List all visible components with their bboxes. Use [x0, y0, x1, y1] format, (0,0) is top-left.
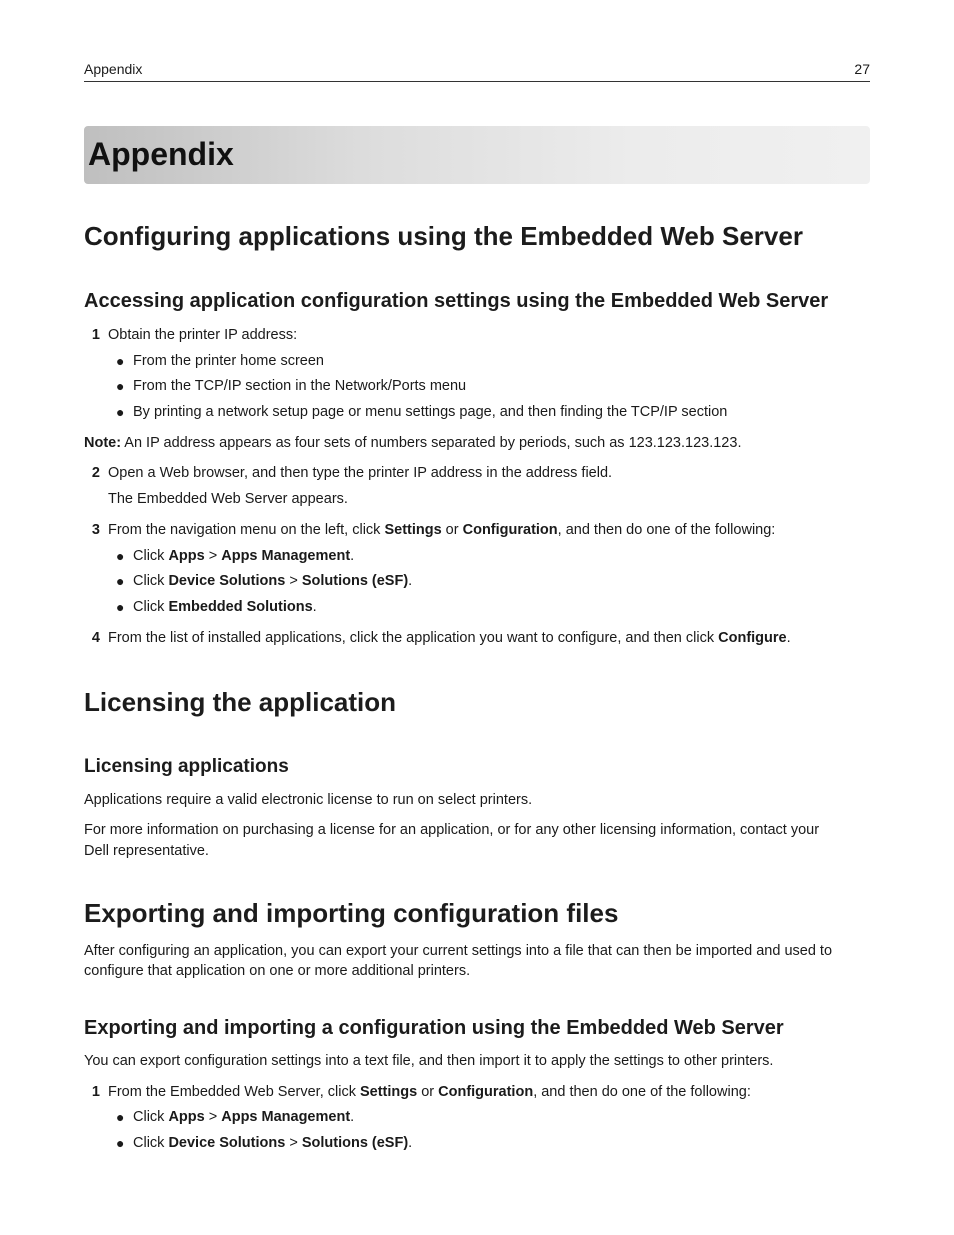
list-item: Click Apps > Apps Management.	[133, 548, 355, 564]
paragraph: configure that application on one or more additional printers.	[84, 963, 471, 979]
paragraph: For more information on purchasing a license for an application, or for any other licensing information, contact your	[84, 822, 820, 838]
list-item: Click Device Solutions > Solutions (eSF).	[133, 1135, 413, 1151]
paragraph: You can export configuration settings into a text file, and then import it to apply the settings to other printers.	[84, 1053, 774, 1069]
note-label: Note:	[84, 435, 122, 451]
section-heading-exporting: Exporting and importing configuration files	[84, 898, 619, 928]
step-text: From the navigation menu on the left, click Settings or Configuration, and then do one of the following:	[108, 522, 776, 538]
note-paragraph	[84, 433, 870, 453]
step-text: Open a Web browser, and then type the printer IP address in the address field.	[108, 465, 613, 481]
step-text: Obtain the printer IP address:	[108, 327, 298, 343]
list-item: Click Device Solutions > Solutions (eSF).	[133, 573, 413, 589]
step-number: 1	[91, 1084, 100, 1100]
step-text: From the list of installed applications, click the application you want to configure, and then click Configure.	[108, 630, 791, 646]
paragraph: Applications require a valid electronic license to run on select printers.	[84, 792, 533, 808]
section-heading-configuring: Configuring applications using the Embedded Web Server	[84, 221, 803, 251]
list-item: From the TCP/IP section in the Network/Ports menu	[133, 378, 467, 394]
paragraph: After configuring an application, you can export your current settings into a file that can then be imported and used to	[84, 943, 833, 959]
header-section-title: Appendix	[84, 61, 143, 77]
step-number: 2	[91, 465, 100, 481]
step-number: 4	[91, 630, 100, 646]
header-page-number: 27	[854, 61, 870, 77]
bullet-icon: ●	[116, 599, 125, 615]
bullet-icon: ●	[116, 404, 125, 420]
subsection-heading-export-import: Exporting and importing a configuration using the Embedded Web Server	[84, 1017, 784, 1039]
bullet-icon: ●	[116, 378, 125, 394]
list-item: Click Apps > Apps Management.	[133, 1109, 355, 1125]
chapter-title-band	[84, 126, 870, 184]
list-item: From the printer home screen	[133, 353, 324, 369]
paragraph: Dell representative.	[84, 843, 209, 859]
bullet-icon: ●	[116, 573, 125, 589]
step-number: 3	[91, 522, 100, 538]
bullet-icon: ●	[116, 1135, 125, 1151]
step-text: From the Embedded Web Server, click Settings or Configuration, and then do one of the following:	[108, 1084, 751, 1100]
bullet-icon: ●	[116, 353, 125, 369]
note-text: An IP address appears as four sets of numbers separated by periods, such as 123.123.123.123.	[121, 435, 742, 451]
chapter-title: Appendix	[88, 136, 234, 172]
bullet-icon: ●	[116, 1109, 125, 1125]
running-header	[84, 60, 870, 82]
subsection-heading-licensing-apps: Licensing applications	[84, 756, 289, 777]
step-result: The Embedded Web Server appears.	[108, 491, 348, 507]
list-item: Click Embedded Solutions.	[133, 599, 317, 615]
subsection-heading-accessing: Accessing application configuration settings using the Embedded Web Server	[84, 290, 829, 312]
bullet-icon: ●	[116, 548, 125, 564]
step-number: 1	[91, 327, 100, 343]
list-item: By printing a network setup page or menu settings page, and then finding the TCP/IP section	[133, 404, 728, 420]
section-heading-licensing: Licensing the application	[84, 687, 397, 717]
